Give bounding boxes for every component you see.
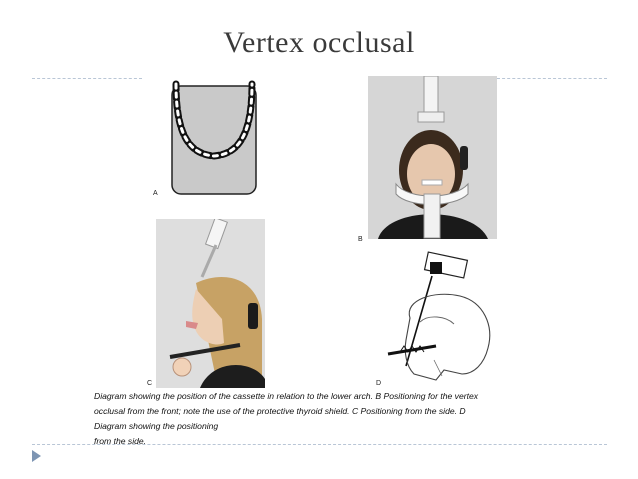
figure-panel-b [368, 76, 497, 239]
slide-title: Vertex occlusal [223, 26, 415, 59]
caption-line-3: Diagram showing the positioning [94, 421, 219, 431]
figure-panel-d [370, 248, 502, 388]
caption-line-2: occlusal from the front; note the use of the protective thyroid shield. C Positioning from the side. D [94, 406, 466, 416]
divider-top-right [497, 78, 607, 79]
panel-letter-d: D [376, 380, 382, 387]
bullet-arrow-icon [32, 450, 41, 462]
divider-top-left [32, 78, 142, 79]
panel-letter-c-label: C [147, 380, 153, 387]
panel-letter-b-label: B [358, 236, 363, 243]
caption-line-4: from the side. [94, 436, 147, 446]
figure-panel-c [156, 219, 265, 388]
side-positioning-diagram [370, 248, 502, 388]
figure-caption [94, 389, 594, 449]
side-view-photo [156, 219, 265, 388]
front-view-photo [368, 76, 497, 239]
lower-arch-diagram [150, 76, 270, 204]
panel-letter-a: A [153, 190, 158, 197]
caption-line-1: Diagram showing the position of the cassette in relation to the lower arch. B Positioning for the vertex [94, 391, 479, 401]
figure-panel-a [150, 76, 270, 204]
